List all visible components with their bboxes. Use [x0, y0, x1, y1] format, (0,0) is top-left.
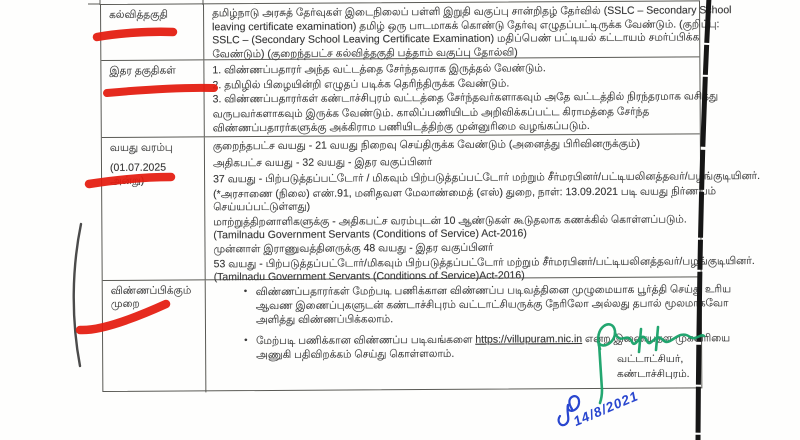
content-line [256, 331, 730, 348]
label-text: வயது வரம்பு [109, 141, 173, 154]
content-line: விண்ணப்பதாரர்களுக்கு அக்கிராம பணியிடத்திற்கு முன்னுரிமை வழங்கப்படும். [212, 120, 590, 135]
signatory-block [617, 352, 690, 382]
content-line: 3. விண்ணப்பதாரர்கள் கண்டாச்சிபுரம் வட்டத்தை சேர்ந்தவர்களாகவும் அதே வட்டத்தில் நிரந்தரமாக வசித்து [212, 90, 719, 106]
label-as-on-date: (01.07.2025 அன்று) [109, 161, 167, 187]
label-text: முறை [110, 297, 140, 310]
initial-flourish [559, 405, 569, 425]
content-line: அணுகி பதிவிறக்கம் செய்து கொள்ளலாம். [256, 347, 455, 362]
content-line: விண்ணப்பதாரர்கள் மேற்படி பணிக்கான விண்ணப்ப படிவத்தினை முழுமையாக பூர்த்தி செய்து உரிய [255, 283, 732, 299]
label-text: இதர தகுதிகள் [109, 64, 176, 77]
content-line: 53 வயது - பிற்படுத்தப்பட்டோர்/மிகவும் பிற்படுத்தப்பட்டோர் மற்றும் சீர்மரபினர்/பட்டியலினத்தவர்/பழங்குடியினர். [213, 255, 755, 271]
content-line: அளித்து விண்ணப்பிக்கலாம். [255, 313, 394, 327]
row-label-age-limit [102, 137, 206, 280]
signatory-place: கண்டாச்சிபுரம். [617, 368, 690, 380]
label-text: விண்ணப்பிக்கும் [110, 284, 192, 297]
row-label-application-method [103, 280, 207, 393]
content-line: வருபவர்களாகவும் இருக்க வேண்டும். காலிப்பணியிடம் அறிவிக்கப்பட்ட கிராமத்தை சேர்ந்த [212, 105, 650, 121]
table-row-educational-qualification [101, 1, 732, 61]
content-line: SSLC – (Secondary School Leaving Certificate Examination) மதிப்பெண் பட்டியல் கட்டாயம் சமர்ப்பிக்க [212, 31, 700, 47]
content-line: 1. விண்ணப்பதாரர் அந்த வட்டத்தை சேர்ந்தவராக இருத்தல் வேண்டும். [212, 62, 546, 77]
content-line: (Tamilnadu Government Servants (Conditions of Service) Act-2016) [213, 227, 527, 242]
content-line: குறைந்தபட்ச வயது - 21 வயது நிறைவு செய்திருக்க வேண்டும் (அனைத்து பிரிவினருக்கும்) [212, 137, 640, 153]
content-line: தமிழ்நாடு அரசுத் தேர்வுகள் இடைநிலைப் பள்ளி இறுதி வகுப்பு சான்றிதழ் தேர்வில் (SSLC – Secondary School [212, 4, 732, 20]
row-content-educational-qualification [204, 1, 736, 59]
signatory-designation: வட்டாட்சியர், [617, 353, 684, 365]
content-line: அதிகபட்ச வயது - 32 வயது - இதர வகுப்பினர் [212, 155, 433, 170]
row-label-educational-qualification [101, 4, 204, 60]
bullet2-post-text: என்ற இணையதள முகவரியை [582, 332, 731, 346]
row-content-age-limit [205, 134, 765, 284]
content-line: வேண்டும்) (குறைந்தபட்ச கல்வித்தகுதி பத்தாம் வகுப்பு தோல்வி) [212, 45, 518, 60]
bullet-text [256, 282, 732, 327]
bullet-list [244, 280, 732, 362]
bullet-icon: • [243, 286, 248, 298]
content-line: ஆவண இணைப்புகளுடன் கண்டாச்சிபுரம் வட்டாட்சியருக்கு நேரிலோ அல்லது தபால் மூலமாகவோ [255, 297, 729, 313]
content-line: (*அரசாணை (நிலை) எண்.91, மனிதவள மேலாண்மைத் (எஸ்) துறை, நாள்: 13.09.2021 படி வயது நிர்ணயம் [213, 185, 717, 201]
page-curl-shadow [74, 224, 81, 366]
initial-monogram [568, 396, 579, 411]
table-row-age-limit [102, 134, 761, 284]
content-line: 2. தமிழில் பிழையின்றி எழுதப் படிக்க தெரிந்திருக்க வேண்டும். [212, 77, 510, 91]
list-item [244, 282, 732, 327]
content-line: (Tamilnadu Government Servants (Conditions of Service)Act-2016) [213, 269, 525, 284]
content-line: 37 வயது - பிற்படுத்தப்பட்டோர் / மிகவும் பிற்படுத்தப்பட்டோர் மற்றும் சீர்மரபினர்/பட்டியலினத்தவர்/பழங்குடியினர். [213, 169, 761, 185]
content-line: leaving certificate examination) தமிழ் ஒரு பாடமாகக் கொண்டு தேர்வு எழுதப்பட்டிருக்க வேண்டும். (குறிப்பு: [212, 17, 720, 33]
row-label-other-qualifications [101, 60, 204, 137]
row-content-other-qualifications [204, 57, 722, 136]
table-row-application-method [103, 277, 732, 393]
bullet2-pre-text: மேற்படி பணிக்கான விண்ணப்ப படிவங்களை [256, 333, 476, 348]
notification-table [100, 0, 761, 392]
label-text: கல்வித்தகுதி [109, 8, 169, 21]
table-row-other-qualifications [101, 57, 719, 138]
bullet-icon: • [244, 335, 248, 347]
content-line: மாற்றுத்திறனாளிகளுக்கு - அதிகபட்ச வரம்புடன் 10 ஆண்டுகள் கூடுதலாக கணக்கில் கொள்ளப்படும். [213, 213, 687, 229]
content-line: முன்னாள் இராணுவத்தினருக்கு 48 வயது - இதர வகுப்பினர் [213, 241, 494, 255]
content-line: செய்யப்பட்டுள்ளது) [213, 200, 311, 214]
handwritten-date: 14/8/2021 [571, 388, 641, 429]
website-url: https://villupuram.nic.in [475, 333, 583, 346]
